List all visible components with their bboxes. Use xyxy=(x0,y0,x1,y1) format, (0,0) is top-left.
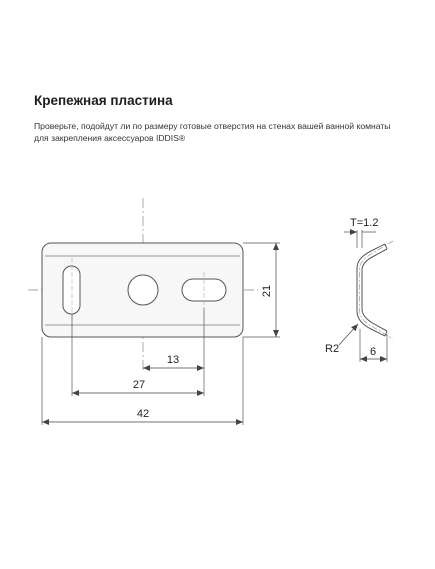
side-profile-centerline xyxy=(360,241,394,339)
dim-13-label: 13 xyxy=(166,354,180,366)
dim-27-label: 27 xyxy=(132,379,146,391)
left-slot xyxy=(63,266,80,314)
side-view xyxy=(325,217,393,362)
center-hole xyxy=(128,275,158,305)
dim-42-label: 42 xyxy=(136,408,150,420)
page-title: Крепежная пластина xyxy=(34,93,173,108)
description-line-1: Проверьте, подойдут ли по размеру готовые отверстия на стенах вашей ванной комнаты xyxy=(34,121,391,131)
front-view xyxy=(28,198,280,425)
radius-leader xyxy=(339,324,358,345)
dim-21-label: 21 xyxy=(261,284,273,298)
description-line-2: для закрепления аксессуаров IDDIS® xyxy=(34,133,186,143)
bend-radius-label: R2 xyxy=(325,343,340,355)
thickness-label: T=1.2 xyxy=(350,217,379,229)
dim-6-label: 6 xyxy=(370,346,377,358)
side-profile-inner xyxy=(362,249,387,331)
